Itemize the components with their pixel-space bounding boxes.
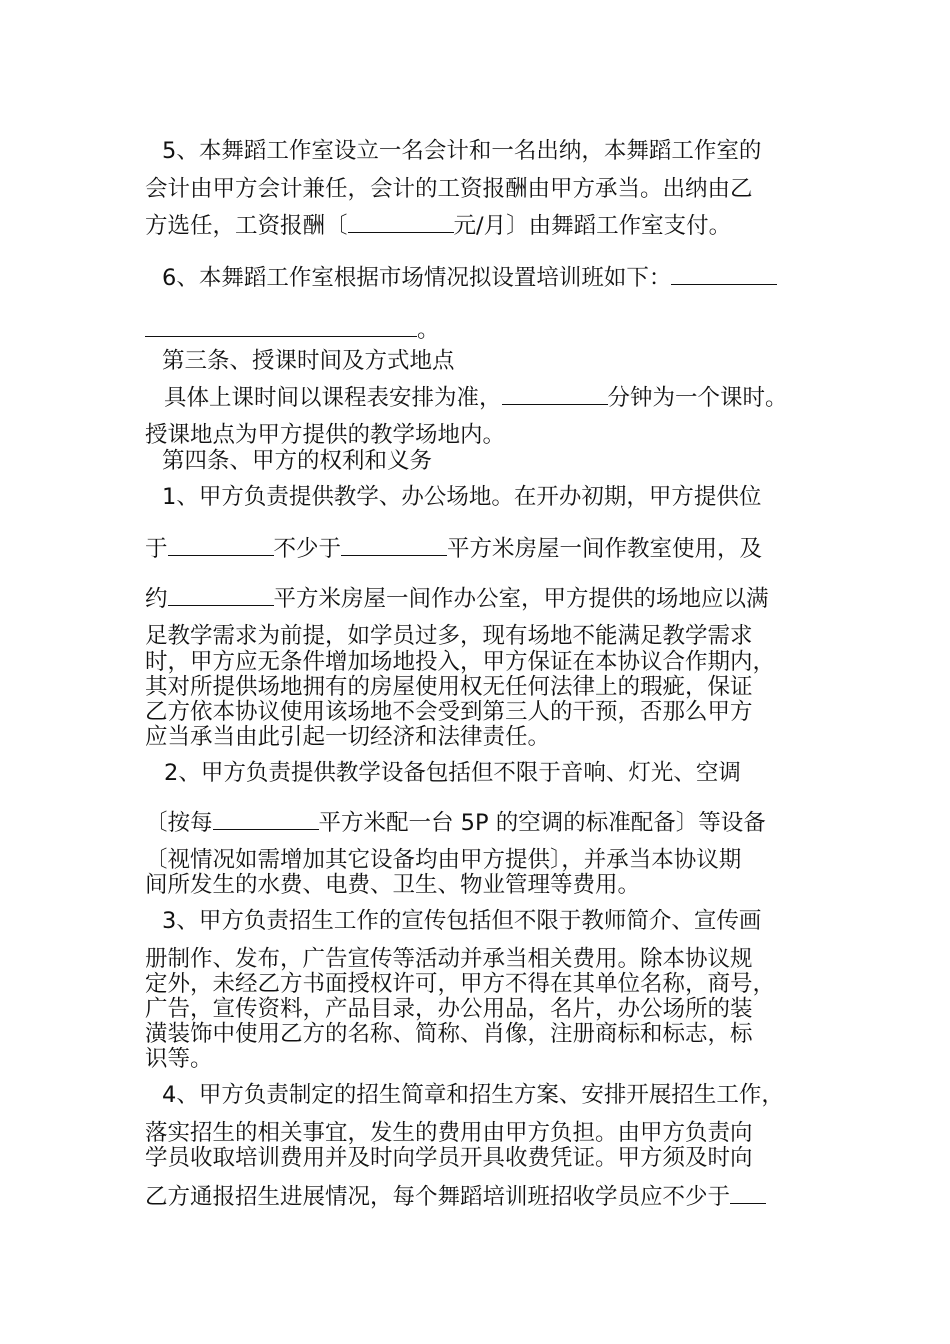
item1-line6: 其对所提供场地拥有的房屋使用权无任何法律上的瑕疵，保证	[145, 674, 753, 700]
article3-line1	[164, 382, 788, 412]
office-area-blank	[168, 583, 274, 606]
item1-line2-text-b: 不少于	[273, 536, 342, 562]
item1-line3-text-b: 平方米房屋一间作办公室，甲方提供的场地应以满	[273, 586, 769, 612]
para6-line2-text: 。	[417, 317, 440, 343]
item3-line4: 广告，宣传资料，产品目录，办公用品，名片，办公场所的装	[145, 996, 753, 1022]
article3-line1-text-a: 具体上课时间以课程表安排为准，	[164, 385, 502, 411]
article3-heading: 第三条、授课时间及方式地点	[162, 348, 455, 374]
location-blank	[168, 533, 274, 556]
item2-line1: 2、甲方负责提供教学设备包括但不限于音响、灯光、空调	[164, 760, 741, 786]
item3-line3: 定外，未经乙方书面授权许可，甲方不得在其单位名称，商号，	[145, 971, 776, 997]
item1-line5: 时，甲方应无条件增加场地投入，甲方保证在本协议合作期内，	[145, 649, 776, 675]
article3-line1-text-b: 分钟为一个课时。	[607, 385, 788, 411]
item1-line4: 足教学需求为前提，如学员过多，现有场地不能满足教学需求	[145, 623, 753, 649]
minutes-blank	[502, 382, 608, 405]
min-students-blank	[730, 1181, 766, 1204]
para5-line3-text-b: 元/月〕由舞蹈工作室支付。	[453, 213, 732, 239]
item4-line2: 落实招生的相关事宜，发生的费用由甲方负担。由甲方负责向	[145, 1120, 753, 1146]
item1-line8: 应当承当由此引起一切经济和法律责任。	[145, 724, 551, 750]
item2-line2-text-b: 平方米配一台 5P 的空调的标准配备〕等设备	[318, 810, 766, 836]
para5-line1: 5、本舞蹈工作室设立一名会计和一名出纳，本舞蹈工作室的	[162, 138, 762, 164]
classroom-area-blank	[341, 533, 447, 556]
item2-line2-text-a: 〔按每	[145, 810, 213, 836]
item1-line3	[145, 583, 769, 613]
item4-line1: 4、甲方负责制定的招生简章和招生方案、安排开展招生工作，	[162, 1082, 784, 1108]
item2-line4: 间所发生的水费、电费、卫生、物业管理等费用。	[145, 872, 641, 898]
item4-line4-text: 乙方通报招生进展情况，每个舞蹈培训班招收学员应不少于	[145, 1184, 731, 1210]
class-list-blank-1	[671, 262, 777, 285]
para5-line3	[145, 210, 731, 240]
item1-line3-text-a: 约	[145, 586, 168, 612]
item1-line2-text-c: 平方米房屋一间作教室使用，及	[447, 536, 763, 562]
salary-blank	[348, 210, 454, 233]
item3-line6: 识等。	[145, 1046, 213, 1072]
item1-line2	[145, 533, 762, 563]
aircon-area-blank	[213, 807, 319, 830]
item4-line4	[145, 1181, 766, 1211]
para6-line1-text: 6、本舞蹈工作室根据市场情况拟设置培训班如下：	[162, 265, 672, 291]
article4-heading: 第四条、甲方的权利和义务	[162, 448, 433, 474]
item3-line1: 3、甲方负责招生工作的宣传包括但不限于教师简介、宣传画	[162, 908, 762, 934]
para6-line2	[145, 314, 440, 344]
item1-line7: 乙方依本协议使用该场地不会受到第三人的干预，否那么甲方	[145, 699, 753, 725]
para6-line1	[162, 262, 777, 292]
para5-line3-text-a: 方选任，工资报酬〔	[145, 213, 348, 239]
item2-line2	[145, 807, 766, 837]
para5-line2: 会计由甲方会计兼任，会计的工资报酬由甲方承当。出纳由乙	[145, 176, 753, 202]
item4-line3: 学员收取培训费用并及时向学员开具收费凭证。甲方须及时向	[145, 1145, 753, 1171]
item3-line2: 册制作、发布，广告宣传等活动并承当相关费用。除本协议规	[145, 946, 753, 972]
article3-line2: 授课地点为甲方提供的教学场地内。	[145, 422, 506, 448]
item3-line5: 潢装饰中使用乙方的名称、简称、肖像，注册商标和标志，标	[145, 1021, 753, 1047]
item2-line3: 〔视情况如需增加其它设备均由甲方提供〕，并承当本协议期	[145, 847, 742, 873]
item1-line2-text-a: 于	[145, 536, 168, 562]
item1-line1: 1、甲方负责提供教学、办公场地。在开办初期，甲方提供位	[162, 484, 762, 510]
class-list-blank-2	[145, 314, 417, 337]
